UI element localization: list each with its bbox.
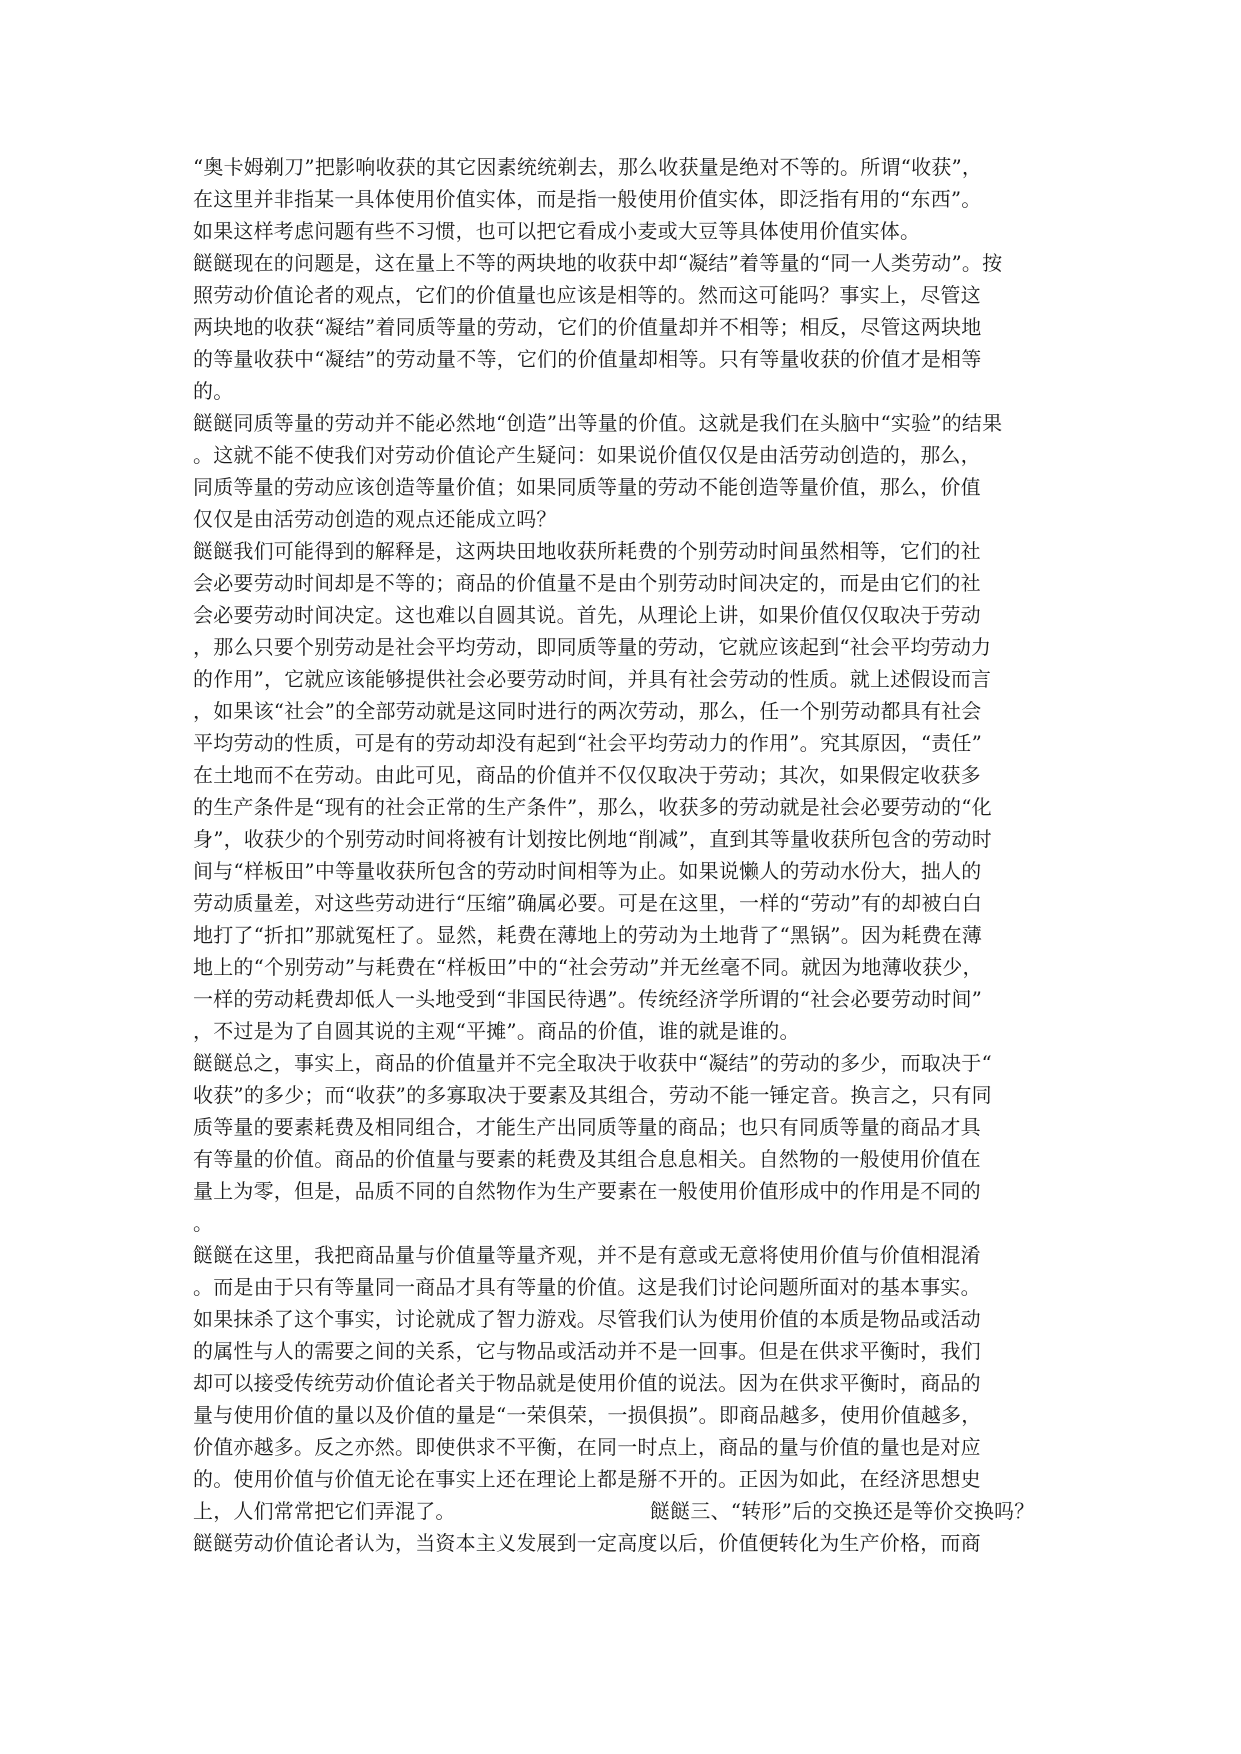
text-line: 会必要劳动时间却是不等的；商品的价值量不是由个别劳动时间决定的，而是由它们的社 [193, 571, 981, 595]
text-line: 餸餸劳动价值论者认为，当资本主义发展到一定高度以后，价值便转化为生产价格，而商 [193, 1531, 981, 1555]
text-line: ，如果该“社会”的全部劳动就是这同时进行的两次劳动，那么，任一个别劳动都具有社会 [193, 699, 982, 723]
text-line: 的属性与人的需要之间的关系，它与物品或活动并不是一回事。但是在供求平衡时，我们 [193, 1339, 981, 1363]
text-line: 如果抹杀了这个事实，讨论就成了智力游戏。尽管我们认为使用价值的本质是物品或活动 [193, 1307, 981, 1331]
text-line: 的。 [193, 379, 234, 403]
section-heading-inline: 餸餸三、“转形”后的交换还是等价交换吗？ [650, 1499, 1035, 1523]
text-line: 地上的“个别劳动”与耗费在“样板田”中的“社会劳动”并无丝毫不同。就因为地薄收获少， [193, 955, 983, 979]
text-line: 。而是由于只有等量同一商品才具有等量的价值。这是我们讨论问题所面对的基本事实。 [193, 1275, 981, 1299]
text-line: 的等量收获中“凝结”的劳动量不等，它们的价值量却相等。只有等量收获的价值才是相等 [193, 347, 982, 371]
text-line: 餸餸现在的问题是，这在量上不等的两块地的收获中却“凝结”着等量的“同一人类劳动”。按 [193, 251, 1003, 275]
text-line: 两块地的收获“凝结”着同质等量的劳动，它们的价值量却并不相等；相反，尽管这两块地 [193, 315, 982, 339]
text-line: 如果这样考虑问题有些不习惯，也可以把它看成小麦或大豆等具体使用价值实体。 [193, 219, 921, 243]
text-line: 劳动质量差，对这些劳动进行“压缩”确属必要。可是在这里，一样的“劳动”有的却被白白 [193, 891, 983, 915]
text-line: 平均劳动的性质，可是有的劳动却没有起到“社会平均劳动力的作用”。究其原因，“责任” [193, 731, 983, 755]
text-line: 餸餸在这里，我把商品量与价值量等量齐观，并不是有意或无意将使用价值与价值相混淆 [193, 1243, 981, 1267]
text-line: 有等量的价值。商品的价值量与要素的耗费及其组合息息相关。自然物的一般使用价值在 [193, 1147, 981, 1171]
text-line: 照劳动价值论者的观点，它们的价值量也应该是相等的。然而这可能吗？事实上，尽管这 [193, 283, 981, 307]
text-line: 的。使用价值与价值无论在事实上还在理论上都是掰不开的。正因为如此，在经济思想史 [193, 1467, 981, 1491]
text-line: 餸餸我们可能得到的解释是，这两块田地收获所耗费的个别劳动时间虽然相等，它们的社 [193, 539, 981, 563]
text-line: 一样的劳动耗费却低人一头地受到“非国民待遇”。传统经济学所谓的“社会必要劳动时间” [193, 987, 983, 1011]
text-line: 收获”的多少；而“收获”的多寡取决于要素及其组合，劳动不能一锤定音。换言之，只有同 [193, 1083, 992, 1107]
text-line: ，不过是为了自圆其说的主观“平摊”。商品的价值，谁的就是谁的。 [193, 1019, 800, 1043]
text-line: “奥卡姆剃刀”把影响收获的其它因素统统剃去，那么收获量是绝对不等的。所谓“收获”， [193, 155, 983, 179]
text-line: 同质等量的劳动应该创造等量价值；如果同质等量的劳动不能创造等量价值，那么，价值 [193, 475, 981, 499]
text-line: 地打了“折扣”那就冤枉了。显然，耗费在薄地上的劳动为土地背了“黑锅”。因为耗费在薄 [193, 923, 983, 947]
text-line: 会必要劳动时间决定。这也难以自圆其说。首先，从理论上讲，如果价值仅仅取决于劳动 [193, 603, 981, 627]
text-line: 餸餸总之，事实上，商品的价值量并不完全取决于收获中“凝结”的劳动的多少，而取决于“ [193, 1051, 992, 1075]
text-line: 身”，收获少的个别劳动时间将被有计划按比例地“削减”，直到其等量收获所包含的劳动时 [193, 827, 992, 851]
text-line: ，那么只要个别劳动是社会平均劳动，即同质等量的劳动，它就应该起到“社会平均劳动力 [193, 635, 992, 659]
text-line: 上，人们常常把它们弄混了。 [193, 1499, 456, 1523]
text-line: 却可以接受传统劳动价值论者关于物品就是使用价值的说法。因为在供求平衡时，商品的 [193, 1371, 981, 1395]
text-line: 。 [193, 1211, 214, 1235]
text-line: 仅仅是由活劳动创造的观点还能成立吗？ [193, 507, 557, 531]
text-line: 的作用”，它就应该能够提供社会必要劳动时间，并具有社会劳动的性质。就上述假设而言 [193, 667, 992, 691]
text-line: 量与使用价值的量以及价值的量是“一荣俱荣，一损俱损”。即商品越多，使用价值越多， [193, 1403, 982, 1427]
text-line: 餸餸同质等量的劳动并不能必然地“创造”出等量的价值。这就是我们在头脑中“实验”的结果 [193, 411, 1003, 435]
text-line: 。这就不能不使我们对劳动价值论产生疑问：如果说价值仅仅是由活劳动创造的，那么， [193, 443, 981, 467]
text-line: 价值亦越多。反之亦然。即使供求不平衡，在同一时点上，商品的量与价值的量也是对应 [193, 1435, 981, 1459]
text-line: 在这里并非指某一具体使用价值实体，而是指一般使用价值实体，即泛指有用的“东西”。 [193, 187, 982, 211]
text-line: 的生产条件是“现有的社会正常的生产条件”，那么，收获多的劳动就是社会必要劳动的“化 [193, 795, 992, 819]
text-line: 在土地而不在劳动。由此可见，商品的价值并不仅仅取决于劳动；其次，如果假定收获多 [193, 763, 981, 787]
text-line: 质等量的要素耗费及相同组合，才能生产出同质等量的商品；也只有同质等量的商品才具 [193, 1115, 981, 1139]
text-line: 量上为零，但是，品质不同的自然物作为生产要素在一般使用价值形成中的作用是不同的 [193, 1179, 981, 1203]
text-line: 间与“样板田”中等量收获所包含的劳动时间相等为止。如果说懒人的劳动水份大，拙人的 [193, 859, 982, 883]
